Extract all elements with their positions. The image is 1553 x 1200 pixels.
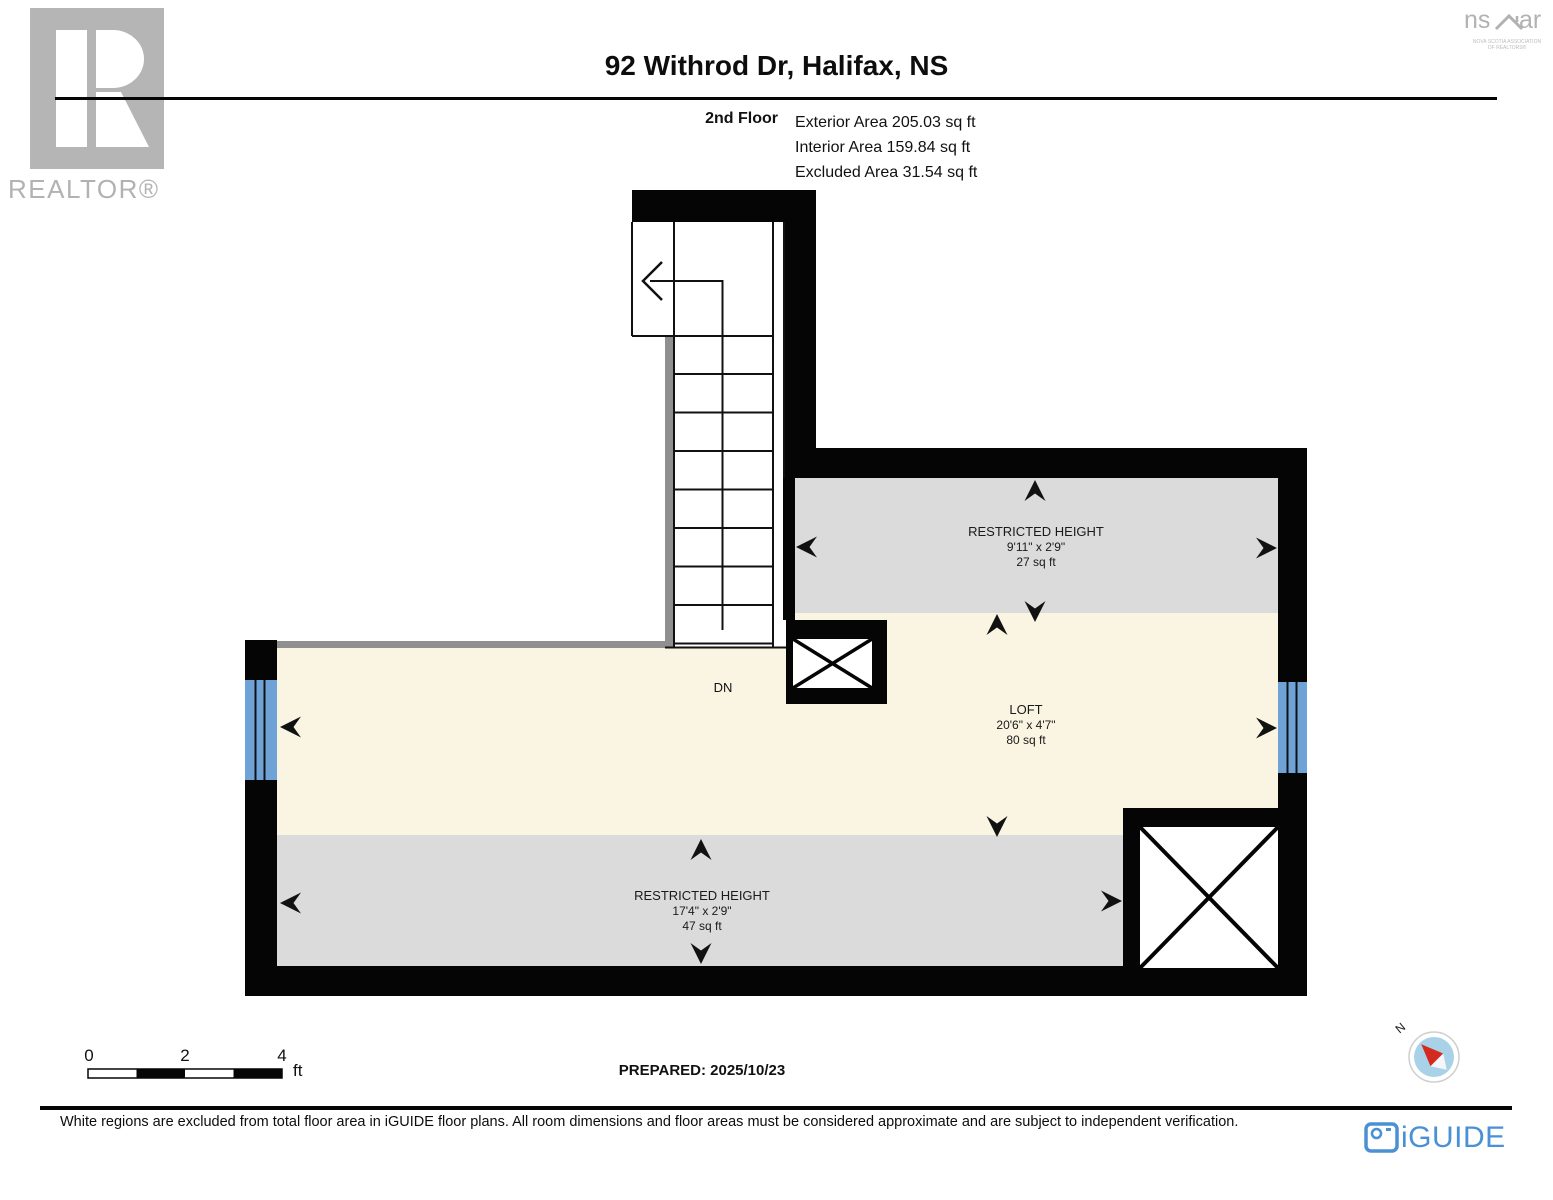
scale-tick-2: 2 [180,1046,190,1065]
room-label-loft [876,702,1176,749]
room-area: 80 sq ft [1006,733,1046,747]
room-dims: 17'4" x 2'9" [672,903,732,918]
thin-wall-vertical [665,335,674,648]
realtor-logo [30,8,164,169]
area-summary [795,110,977,185]
realtor-logo-text: REALTOR® [8,174,160,204]
stairs-down-label: DN [713,680,733,695]
room-area: 27 sq ft [1016,555,1056,569]
room-name: LOFT [1009,702,1043,717]
room-label-restricted-top [886,524,1186,571]
thin-wall-horizontal [277,641,674,648]
room-area: 47 sq ft [682,919,722,933]
room-name: RESTRICTED HEIGHT [968,524,1104,539]
excluded-area: Excluded Area 31.54 sq ft [795,164,978,181]
room-dims: 20'6" x 4'7" [996,717,1056,732]
nsar-logo-text-ns: ns [1464,6,1491,34]
floor-label: 2nd Floor [705,110,778,127]
footer-disclaimer: White regions are excluded from total floor area in iGUIDE floor plans. All room dimensions and floor areas must be considered approximate and are subject to independent verification. [60,1114,1239,1130]
room-label-restricted-bottom [552,888,852,935]
scale-tick-4: 4 [277,1046,287,1065]
scale-unit: ft [293,1061,303,1080]
iguide-logo-icon [1366,1124,1397,1151]
excluded-area-box-small [786,620,887,704]
nsar-logo-caption: NOVA SCOTIA ASSOCIATION OF REALTORS® [1472,39,1542,51]
exterior-area: Exterior Area 205.03 sq ft [795,114,976,131]
room-name: RESTRICTED HEIGHT [634,888,770,903]
iguide-logo-text: iGUIDE [1401,1121,1506,1154]
scale-bar [88,1069,282,1078]
footer-divider-line [40,1106,1512,1110]
excluded-area-box-large [1123,808,1307,996]
interior-area: Interior Area 159.84 sq ft [795,139,971,156]
scale-tick-0: 0 [84,1046,94,1065]
nsar-logo-text-ar: ar [1519,6,1542,34]
stairwell [632,222,785,647]
prepared-date: PREPARED: 2025/10/23 [618,1062,786,1079]
compass-north-label: N [1392,1019,1409,1037]
title-divider-line [55,97,1497,100]
compass-icon [1409,1032,1459,1082]
window-right [1278,682,1307,773]
page-title: 92 Withrod Dr, Halifax, NS [604,50,949,81]
floorplan-geometry [245,190,1307,996]
window-left [245,680,277,780]
room-dims: 9'11" x 2'9" [1006,539,1066,554]
